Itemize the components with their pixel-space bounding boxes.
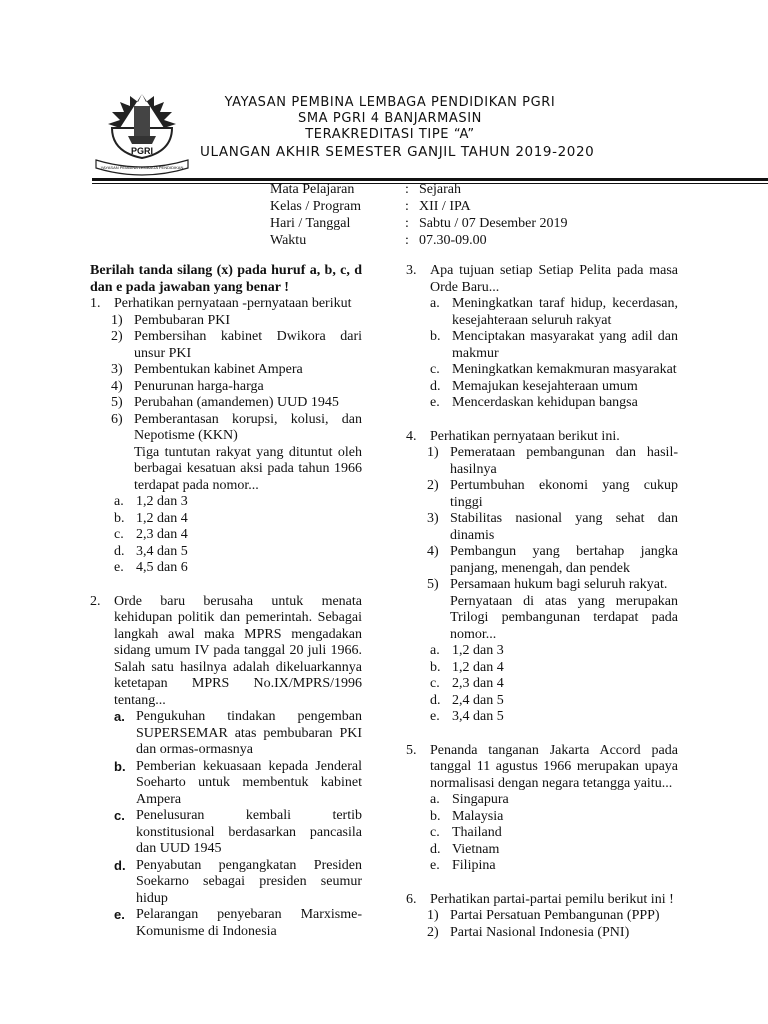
option-d[interactable]: d. 2,4 dan 5 (430, 692, 504, 708)
logo-text: PGRI (130, 146, 154, 156)
option-c[interactable]: c. 2,3 dan 4 (430, 676, 504, 691)
option-d[interactable]: d. 3,4 dan 5 (114, 543, 188, 559)
info-row-time: Waktu : 07.30-09.00 (270, 233, 487, 248)
option-b[interactable]: b. Menciptakan masyarakat yang adil dan makmur (430, 329, 678, 361)
option-c[interactable]: c. Meningkatkan kemakmuran masyarakat (430, 362, 677, 377)
left-column (90, 263, 362, 940)
option-d[interactable]: d. Memajukan kesejahteraan umum (430, 378, 638, 394)
option-e[interactable]: e. Filipina (430, 858, 496, 873)
option-b[interactable]: b. 1,2 dan 4 (114, 510, 188, 526)
option-c[interactable]: c. Penelusuran kembali tertib konstitusional berdasarkan pancasila dan UUD 1945 (114, 808, 362, 856)
question-4: 4. Perhatikan pernyataan berikut ini. 1) Pemerataan pembangunan dan hasil-hasilnya 2) Pertumbuhan ekonomi yang cukup tinggi 3) Stabilitas nasional yang sehat dan dinamis 4) Pembangun yang bertahap jangka panjang, menengah, dan pendek 5) Persamaan hukum bagi seluruh rakyat. Pernyataan di atas yang merupakan Trilogi pembangunan terdapat pada nomor... a. 1,2 dan 3 b. 1,2 dan 4 c. 2,3 dan 4 d. 2,4 dan 5 e. 3,4 dan 5 (406, 428, 678, 724)
school-name: SMA PGRI 4 BANJARMASIN (298, 111, 482, 126)
info-row-subject: Mata Pelajaran : Sejarah (270, 182, 461, 197)
option-a[interactable]: a. Meningkatkan taraf hidup, kecerdasan, kesejahteraan seluruh rakyat (430, 296, 678, 328)
option-e[interactable]: e. 3,4 dan 5 (430, 709, 504, 724)
foundation-name: YAYASAN PEMBINA LEMBAGA PENDIDIKAN PGRI (224, 95, 556, 110)
option-e[interactable]: e. Pelarangan penyebaran Marxisme-Komunisme di Indonesia (114, 907, 362, 939)
question-6: 6. Perhatikan partai-partai pemilu berikut ini ! 1) Partai Persatuan Pembangunan (PPP) 2) Partai Nasional Indonesia (PNI) (406, 891, 674, 940)
option-c[interactable]: c. Thailand (430, 825, 502, 840)
option-a[interactable]: a. 1,2 dan 3 (430, 643, 504, 658)
question-2: 2. Orde baru berusaha untuk menata kehidupan politik dan pemerintah. Sebagai langkah awal maka MPRS mengadakan sidang umum IV pada tanggal 20 juli 1966. Salah satu hasilnya adalah dikeluarkannya ketetapan MPRS No.IX/MPRS/1996 tentang... a. Pengukuhan tindakan pengemban SUPERSEMAR atas pembubaran PKI dan ormas-ormasnya b. Pemberian kekuasaan kepada Jenderal Soeharto untuk membentuk kabinet Ampera c. Penelusuran kembali tertib konstitusional berdasarkan pancasila dan UUD 1945 d. Penyabutan pengangkatan Presiden Soekarno sebagai presiden seumur hidup e. Pelarangan penyebaran Marxisme-Komunisme di Indonesia (90, 593, 362, 939)
option-a[interactable]: a. Singapura (430, 792, 509, 807)
option-e[interactable]: e. Mencerdaskan kehidupan bangsa (430, 395, 638, 410)
option-c[interactable]: c. 2,3 dan 4 (114, 527, 188, 542)
logo-ribbon-text: YAYASAN PEMBINA LEMBAGA PENDIDIKAN (100, 165, 184, 170)
accreditation: TERAKREDITASI TIPE “A” (305, 127, 475, 142)
question-5: 5. Penanda tanganan Jakarta Accord pada tanggal 11 agustus 1966 merupakan upaya normalisasi dengan negara tetangga yaitu... a. Singapura b. Malaysia c. Thailand d. Vietnam e. Filipina (406, 742, 678, 873)
option-a[interactable]: a. Pengukuhan tindakan pengemban SUPERSEMAR atas pembubaran PKI dan ormas-ormasnya (114, 709, 362, 757)
exam-title: ULANGAN AKHIR SEMESTER GANJIL TAHUN 2019-2020 (200, 144, 595, 160)
right-column (406, 263, 678, 941)
exam-info (270, 181, 568, 249)
option-d[interactable]: d. Vietnam (430, 841, 500, 857)
instruction: Berilah tanda silang (x) pada huruf a, b, c, d dan e pada jawaban yang benar ! (90, 263, 362, 295)
question-1-stem: Tiga tuntutan rakyat yang dituntut oleh berbagai kesatuan aksi pada tahun 1966 terdapat pada nomor... (134, 444, 362, 493)
option-b[interactable]: b. Pemberian kekuasaan kepada Jenderal Soeharto untuk membentuk kabinet Ampera (114, 758, 362, 807)
option-b[interactable]: b. 1,2 dan 4 (430, 659, 504, 675)
pgri-logo-icon (94, 92, 190, 176)
option-d[interactable]: d. Penyabutan pengangkatan Presiden Soekarno sebagai presiden seumur hidup (114, 857, 362, 906)
question-4-stem: Pernyataan di atas yang merupakan Trilogi pembangunan terdapat pada nomor... (450, 593, 678, 642)
question-1: 1. Perhatikan pernyataan -pernyataan berikut 1) Pembubaran PKI 2) Pembersihan kabinet Dwikora dari unsur PKI 3) Pembentukan kabinet Ampera 4) Penurunan harga-harga 5) Perubahan (amandemen) UUD 1945 6) Pemberantasan korupsi, kolusi, dan Nepotisme (KKN) Tiga tuntutan rakyat yang dituntut oleh berbagai kesatuan aksi pada tahun 1966 terdapat pada nomor... a. 1,2 dan 3 b. 1,2 dan 4 c. 2,3 dan 4 d. 3,4 dan 5 e. 4,5 dan 6 (90, 296, 362, 575)
info-row-class: Kelas / Program : XII / IPA (270, 199, 471, 214)
option-b[interactable]: b. Malaysia (430, 808, 504, 824)
option-a[interactable]: a. 1,2 dan 3 (114, 494, 188, 509)
question-3: 3. Apa tujuan setiap Setiap Pelita pada masa Orde Baru... a. Meningkatkan taraf hidup, kecerdasan, kesejahteraan seluruh rakyat b. Menciptakan masyarakat yang adil dan makmur c. Meningkatkan kemakmuran masyarakat d. Memajukan kesejahteraan umum e. Mencerdaskan kehidupan bangsa (406, 263, 678, 410)
info-row-date: Hari / Tanggal : Sabtu / 07 Desember 2019 (270, 216, 568, 231)
option-e[interactable]: e. 4,5 dan 6 (114, 560, 188, 575)
